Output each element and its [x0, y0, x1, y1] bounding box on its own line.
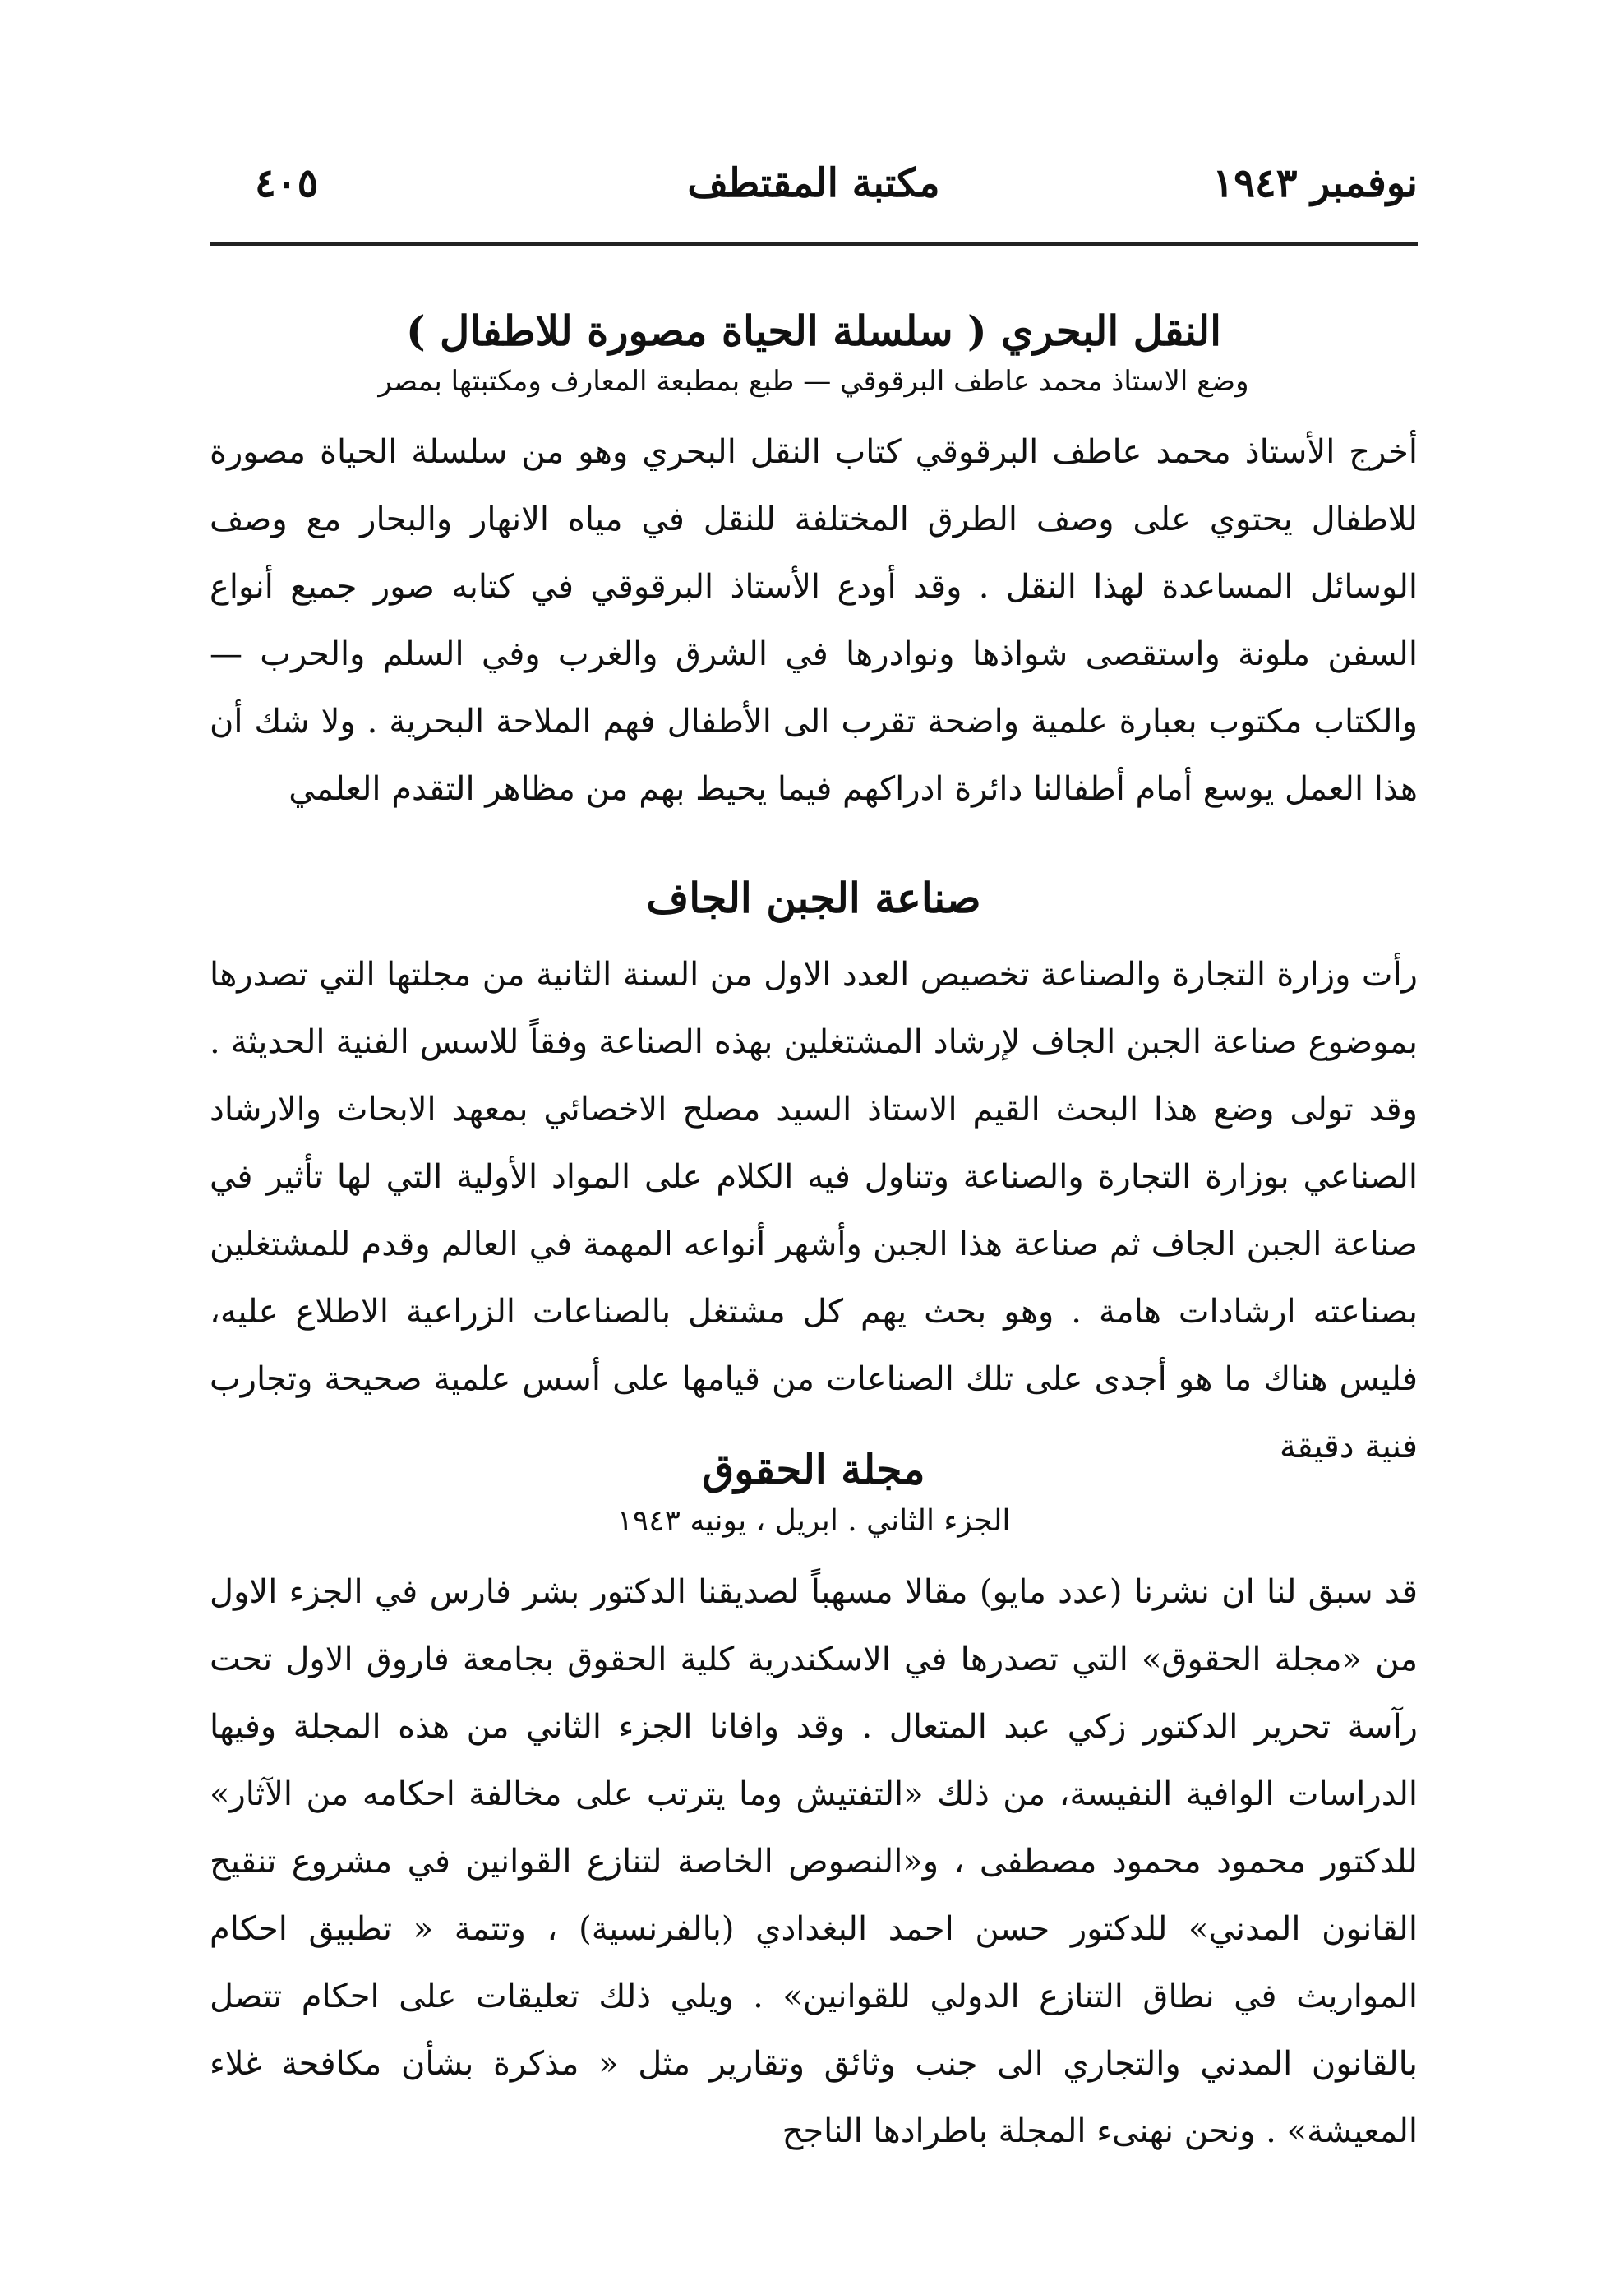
article-law-journal — [210, 1442, 1418, 2198]
page-number: ٤٠٥ — [255, 160, 319, 206]
article-title: صناعة الجبن الجاف — [646, 874, 981, 922]
article-byline: وضع الاستاذ محمد عاطف البرقوقي — طبع بمطبعة المعارف ومكتبتها بمصر — [378, 365, 1249, 398]
article-sea-transport — [210, 304, 1418, 856]
article-body: قد سبق لنا ان نشرنا (عدد مايو) مقالا مسهباً لصديقنا الدكتور بشر فارس في الجزء الاول من «مجلة الحقوق» التي تصدرها في الاسكندرية كلية الحقوق بجامعة فاروق الاول تحت رآسة تحرير الدكتور زكي عبد المتعال . وقد وافانا الجزء الثاني من هذه المجلة وفيها الدراسات الوافية النفيسة، من ذلك «التفتيش وما يترتب على مخالفة احكامه من الآثار» للدكتور محمود محمود مصطفى ، و«النصوص الخاصة لتنازع القوانين في مشروع تنقيح القانون المدني» للدكتور حسن احمد البغدادي (بالفرنسية) ، وتتمة « تطبيق احكام المواريث في نطاق التنازع الدولي للقوانين» . ويلي ذلك تعليقات على احكام تتصل بالقانون المدني والتجاري الى جنب وثائق وتقارير مثل « مذكرة بشأن مكافحة غلاء المعيشة» . ونحن نهنىء المجلة باطرادها الناجح — [210, 1573, 1418, 2151]
article-issue-info: الجزء الثاني . ابريل ، يونيه ١٩٤٣ — [616, 1504, 1011, 1538]
article-title: مجلة الحقوق — [702, 1445, 925, 1493]
header-section-title: مكتبة المقتطف — [687, 160, 940, 206]
article-title: النقل البحري ( سلسلة الحياة مصورة للاطفال ) — [405, 307, 1222, 355]
running-head — [210, 160, 1418, 226]
article-body: رأت وزارة التجارة والصناعة تخصيص العدد الاول من السنة الثانية من مجلتها التي تصدرها بموضوع صناعة الجبن الجاف لإرشاد المشتغلين بهذه الصناعة وفقاً للاسس الفنية الحديثة . وقد تولى وضع هذا البحث القيم الاستاذ السيد مصلح الاخصائي بمعهد الابحاث والارشاد الصناعي بوزارة التجارة والصناعة وتناول فيه الكلام على المواد الأولية التي لها تأثير في صناعة الجبن الجاف ثم صناعة هذا الجبن وأشهر أنواعه المهمة في العالم وقدم للمشتغلين بصناعته ارشادات هامة . وهو بحث يهم كل مشتغل بالصناعات الزراعية الاطلاع عليه، فليس هناك ما هو أجدى على تلك الصناعات من قيامها على أسس علمية صحيحة وتجارب فنية دقيقة — [210, 956, 1418, 1466]
article-body: أخرج الأستاذ محمد عاطف البرقوقي كتاب النقل البحري وهو من سلسلة الحياة مصورة للاطفال يحتوي على وصف الطرق المختلفة للنقل في مياه الانهار والبحار مع وصف الوسائل المساعدة لهذا النقل . وقد أودع الأستاذ البرقوقي في كتابه صور جميع أنواع السفن ملونة واستقصى شواذها ونوادرها في الشرق والغرب وفي السلم والحرب — والكتاب مكتوب بعبارة علمية واضحة تقرب الى الأطفال فهم الملاحة البحرية . ولا شك أن هذا العمل يوسع أمام أطفالنا دائرة ادراكهم فيما يحيط بهم من مظاهر التقدم العلمي — [210, 432, 1418, 808]
header-rule — [210, 242, 1418, 246]
header-date: نوفمبر ١٩٤٣ — [1212, 160, 1418, 206]
article-dry-cheese — [210, 871, 1418, 1513]
